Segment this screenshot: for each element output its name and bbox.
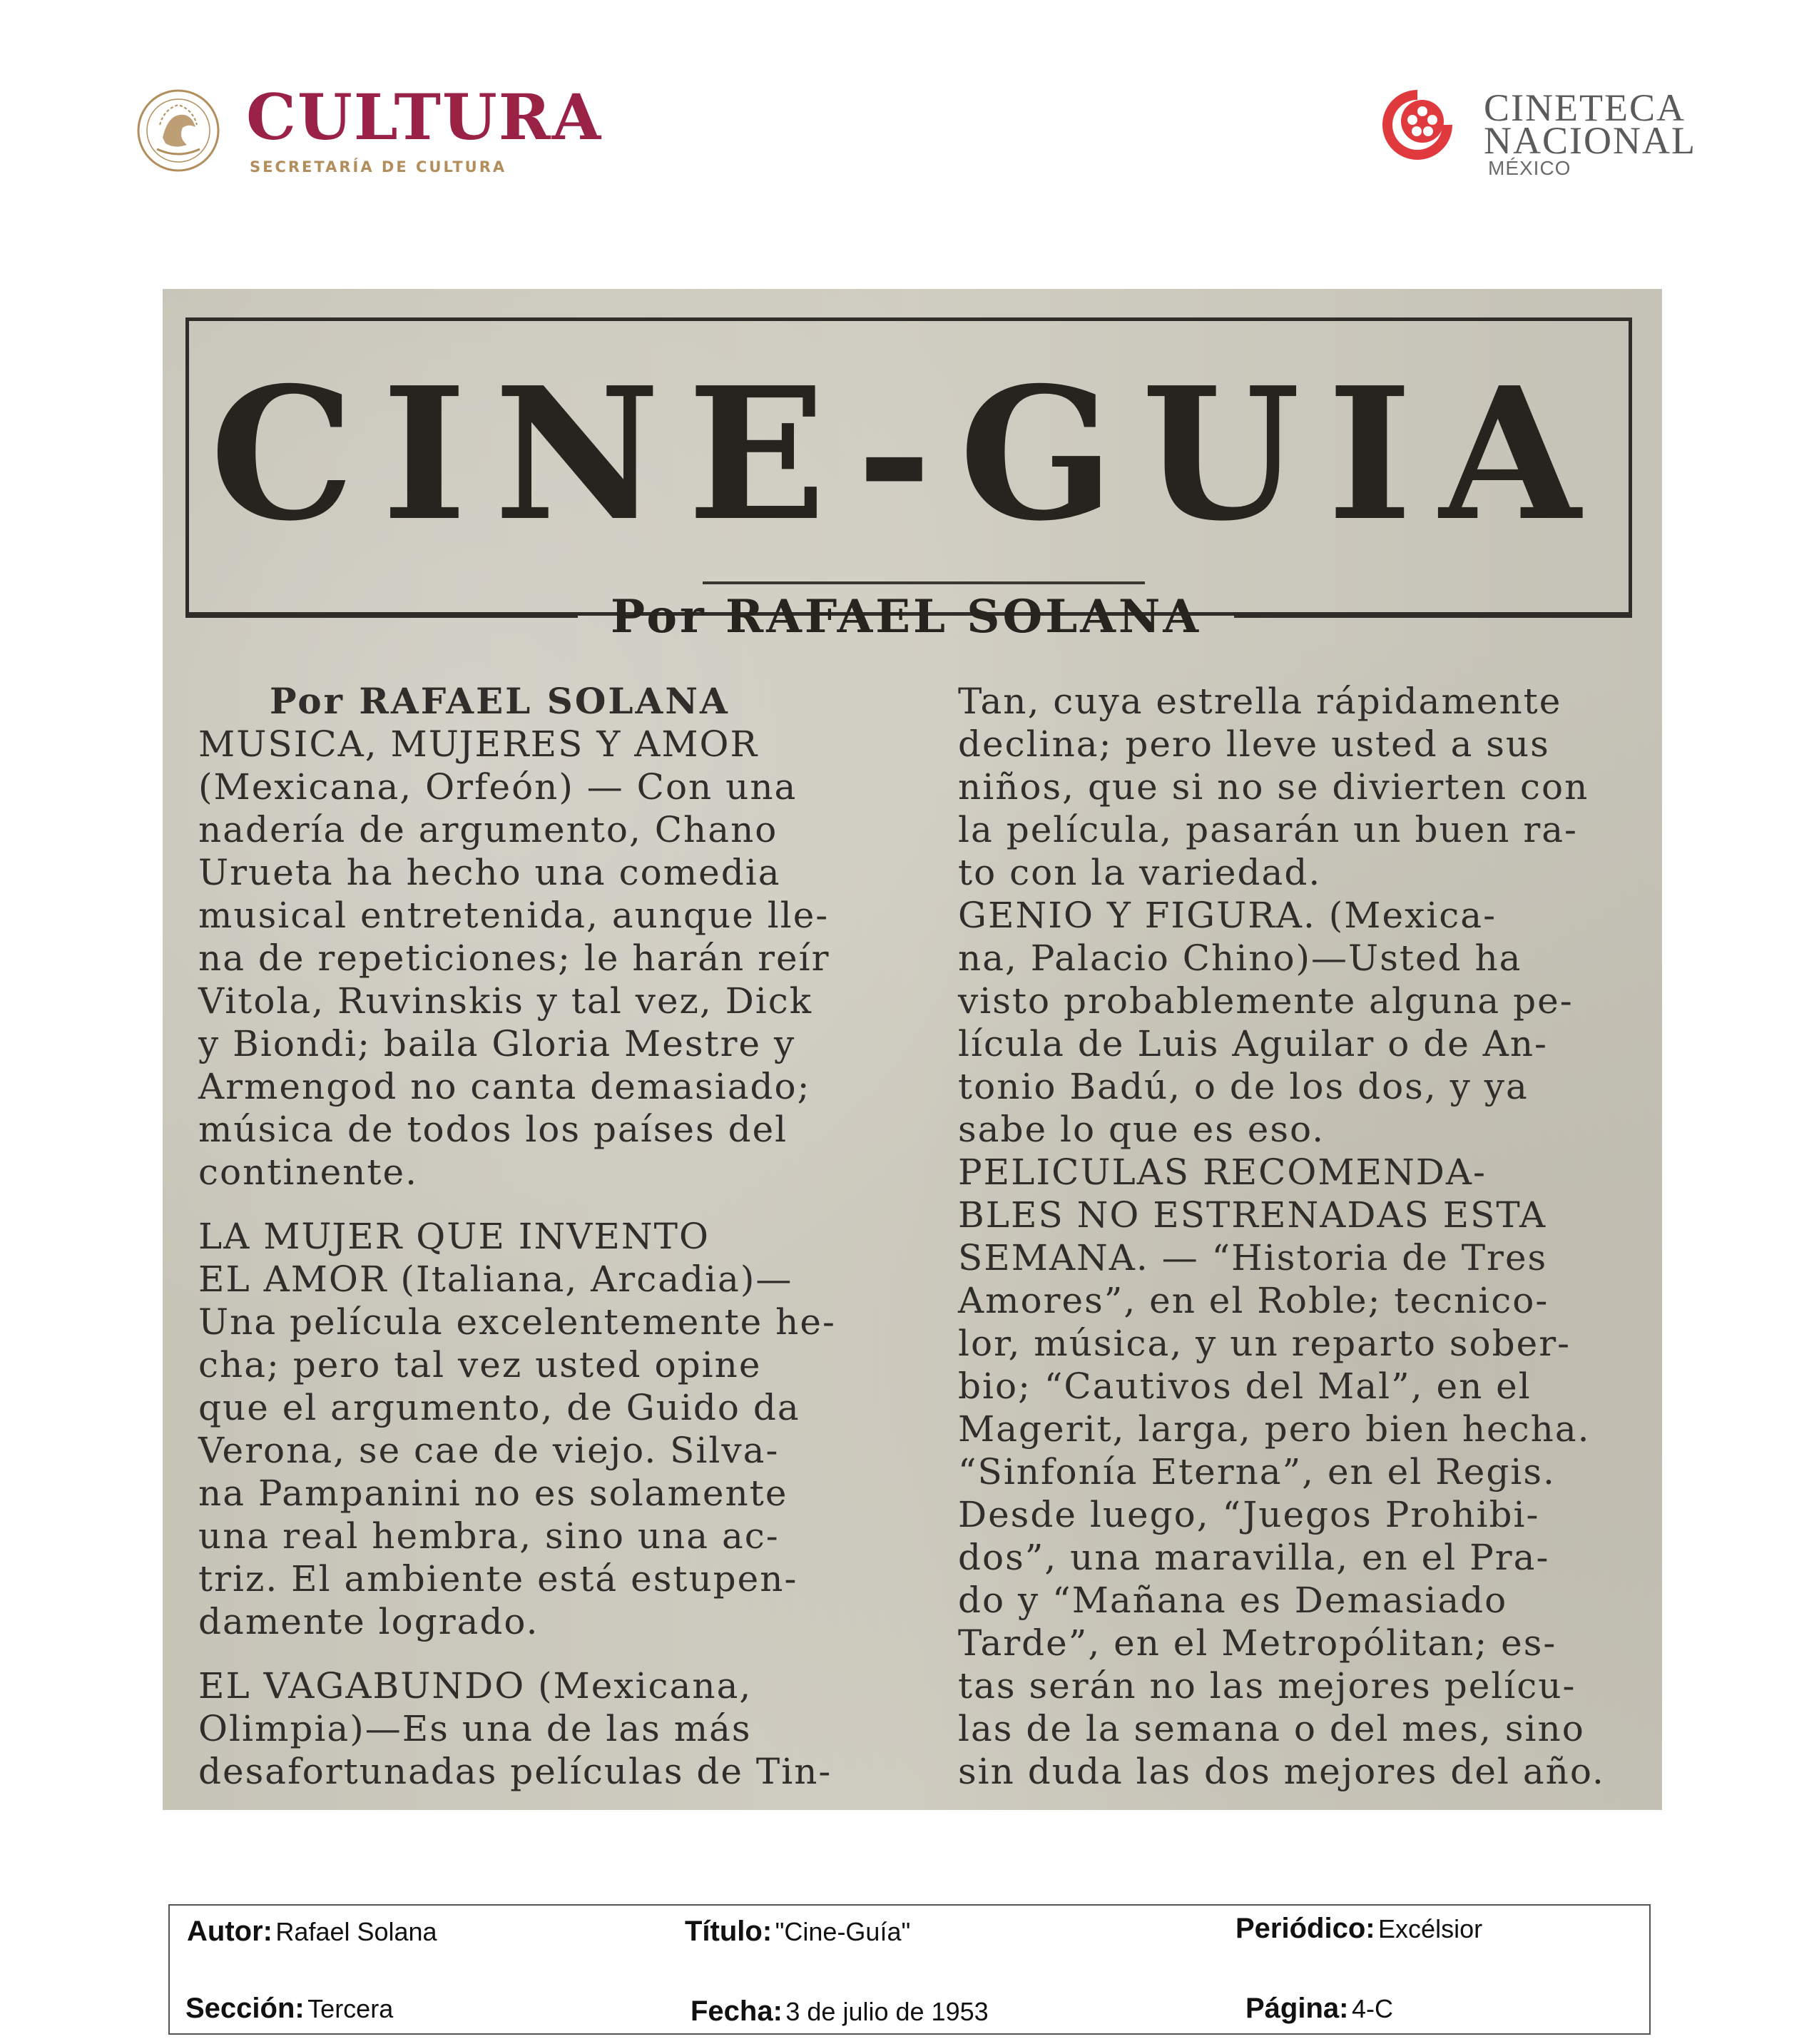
article-line: BLES NO ESTRENADAS ESTA bbox=[958, 1194, 1547, 1236]
article-line: triz. El ambiente está estupen- bbox=[198, 1558, 798, 1600]
article-line: PELICULAS RECOMENDA- bbox=[958, 1151, 1487, 1193]
article-line: na, Palacio Chino)—Usted ha bbox=[958, 937, 1522, 979]
pagina-value: 4-C bbox=[1351, 1994, 1393, 2023]
article-line: na de repeticiones; le harán reír bbox=[198, 937, 830, 979]
article-line: (Mexicana, Orfeón) — Con una bbox=[198, 766, 798, 808]
article-line: Urueta ha hecho una comedia bbox=[198, 852, 781, 893]
article-line: damente logrado. bbox=[198, 1601, 539, 1642]
masthead-box bbox=[185, 317, 1632, 616]
article-line: Desde luego, “Juegos Prohibi- bbox=[958, 1494, 1540, 1535]
article-line: Verona, se cae de viejo. Silva- bbox=[198, 1430, 780, 1471]
article-line: desafortunadas películas de Tin- bbox=[198, 1751, 832, 1792]
article-line: Armengod no canta demasiado; bbox=[198, 1066, 811, 1107]
article-line: Amores”, en el Roble; tecnico- bbox=[958, 1280, 1549, 1321]
article-column-left bbox=[198, 680, 897, 1793]
article-line: niños, que si no se divierten con bbox=[958, 766, 1589, 808]
article-line: una real hembra, sino una ac- bbox=[198, 1515, 780, 1557]
metadata-box bbox=[168, 1904, 1651, 2035]
article-line: Olimpia)—Es una de las más bbox=[198, 1708, 752, 1749]
byline-rule-right bbox=[1234, 614, 1632, 618]
meta-autor bbox=[187, 1916, 437, 1948]
seccion-label: Sección: bbox=[185, 1993, 305, 2024]
fecha-label: Fecha: bbox=[691, 1995, 783, 2027]
meta-fecha bbox=[691, 1995, 989, 2028]
article-line: música de todos los países del bbox=[198, 1109, 788, 1150]
article-line: bio; “Cautivos del Mal”, en el bbox=[958, 1366, 1532, 1407]
article-line: dos”, una maravilla, en el Pra- bbox=[958, 1537, 1550, 1578]
mexican-seal-icon bbox=[136, 88, 221, 173]
article-line: SEMANA. — “Historia de Tres bbox=[958, 1237, 1548, 1278]
article-line: cha; pero tal vez usted opine bbox=[198, 1344, 762, 1385]
article-line: MUSICA, MUJERES Y AMOR bbox=[198, 723, 759, 765]
titulo-value: "Cine-Guía" bbox=[775, 1917, 911, 1946]
cineteca-line1: CINETECA bbox=[1484, 86, 1686, 129]
article-line: tonio Badú, o de los dos, y ya bbox=[958, 1066, 1529, 1107]
fecha-value: 3 de julio de 1953 bbox=[785, 1997, 989, 2026]
autor-label: Autor: bbox=[187, 1916, 272, 1947]
article-line: lícula de Luis Aguilar o de An- bbox=[958, 1023, 1548, 1064]
article-line: lor, música, y un reparto sober- bbox=[958, 1323, 1571, 1364]
article-line: Tan, cuya estrella rápidamente bbox=[958, 681, 1562, 722]
article-line: las de la semana o del mes, sino bbox=[958, 1708, 1585, 1749]
masthead-rule bbox=[703, 581, 1145, 584]
meta-seccion bbox=[185, 1993, 393, 2025]
byline-rule-left bbox=[185, 614, 578, 618]
article-line: sin duda las dos mejores del año. bbox=[958, 1751, 1605, 1792]
article-line: Magerit, larga, pero bien hecha. bbox=[958, 1408, 1591, 1450]
periodico-value: Excélsior bbox=[1378, 1914, 1483, 1943]
article-line: la película, pasarán un buen ra- bbox=[958, 809, 1578, 850]
article-line: tas serán no las mejores pelícu- bbox=[958, 1665, 1576, 1707]
paragraph-gap bbox=[198, 1643, 897, 1664]
article-line: Vitola, Ruvinskis y tal vez, Dick bbox=[198, 980, 813, 1022]
column-byline: Por RAFAEL SOLANA bbox=[270, 680, 730, 722]
article-line: sabe lo que es eso. bbox=[958, 1109, 1325, 1150]
cultura-subtitle: SECRETARÍA DE CULTURA bbox=[250, 158, 507, 176]
newspaper-clipping bbox=[163, 289, 1662, 1810]
cineteca-line3: MÉXICO bbox=[1488, 157, 1571, 179]
meta-titulo bbox=[685, 1916, 910, 1948]
article-line: visto probablemente alguna pe- bbox=[958, 980, 1574, 1022]
masthead-byline: Por RAFAEL SOLANA bbox=[610, 590, 1202, 644]
masthead-title: CINE-GUIA bbox=[210, 348, 1608, 561]
meta-pagina bbox=[1245, 1993, 1393, 2025]
article-line: do y “Mañana es Demasiado bbox=[958, 1580, 1508, 1621]
titulo-label: Título: bbox=[685, 1916, 773, 1947]
article-line: musical entretenida, aunque lle- bbox=[198, 895, 830, 936]
article-line: EL VAGABUNDO (Mexicana, bbox=[198, 1665, 753, 1707]
article-line: y Biondi; baila Gloria Mestre y bbox=[198, 1023, 796, 1064]
meta-periodico bbox=[1235, 1913, 1482, 1945]
cultura-logo bbox=[136, 80, 606, 184]
article-line: declina; pero lleve usted a sus bbox=[958, 723, 1550, 765]
seccion-value: Tercera bbox=[307, 1994, 394, 2023]
byline-bar bbox=[185, 589, 1632, 646]
article-line: Tarde”, en el Metropólitan; es- bbox=[958, 1622, 1557, 1664]
autor-value: Rafael Solana bbox=[275, 1917, 437, 1946]
article-line: LA MUJER QUE INVENTO bbox=[198, 1216, 710, 1257]
film-reel-icon bbox=[1377, 84, 1459, 166]
article-line: “Sinfonía Eterna”, en el Regis. bbox=[958, 1451, 1556, 1493]
article-line: na Pampanini no es solamente bbox=[198, 1473, 788, 1514]
article-line: nadería de argumento, Chano bbox=[198, 809, 778, 850]
article-line: que el argumento, de Guido da bbox=[198, 1387, 800, 1428]
article-column-right bbox=[958, 680, 1643, 1793]
article-line: Una película excelentemente he- bbox=[198, 1301, 836, 1343]
paragraph-gap bbox=[198, 1194, 897, 1215]
periodico-label: Periódico: bbox=[1235, 1913, 1375, 1944]
pagina-label: Página: bbox=[1245, 1993, 1349, 2024]
cultura-wordmark: CULTURA bbox=[246, 80, 603, 154]
cineteca-line2: NACIONAL bbox=[1484, 119, 1696, 162]
article-line: to con la variedad. bbox=[958, 852, 1322, 893]
article-line: continente. bbox=[198, 1151, 418, 1193]
cineteca-logo bbox=[1377, 84, 1705, 184]
article-line: GENIO Y FIGURA. (Mexica- bbox=[958, 895, 1497, 936]
article-line: EL AMOR (Italiana, Arcadia)— bbox=[198, 1259, 793, 1300]
